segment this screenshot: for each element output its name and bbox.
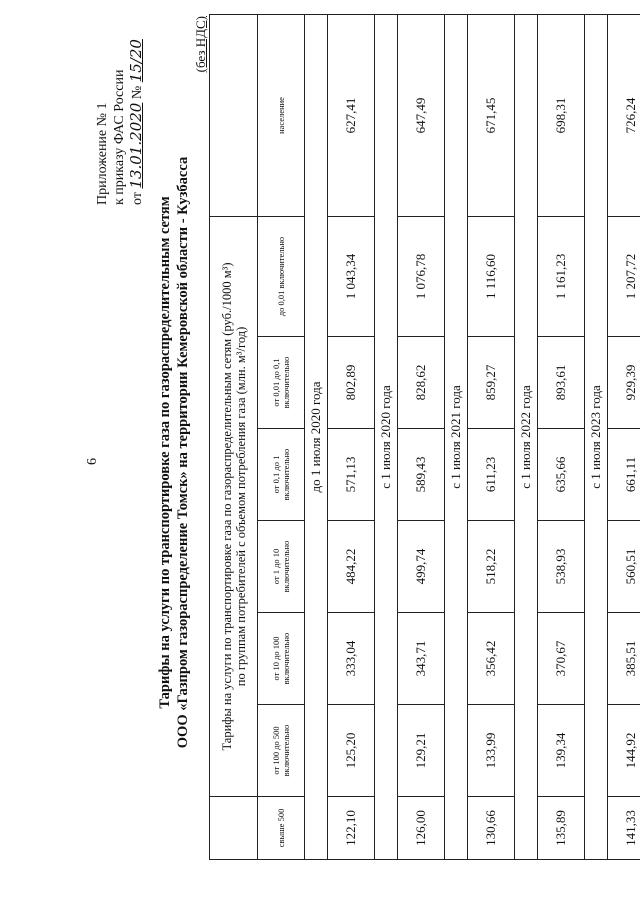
vat-note: (без НДС) (193, 16, 208, 73)
tariff-value-cell: 828,62 (398, 337, 445, 429)
page-number: 6 (85, 458, 100, 465)
tariff-value-cell: 929,39 (608, 337, 640, 429)
period-label: с 1 июля 2022 года (515, 14, 538, 859)
tariff-value-cell: 122,10 (328, 797, 375, 860)
tariff-value-cell: 698,31 (538, 14, 585, 216)
tariff-values-row (398, 14, 445, 859)
tariff-value-cell: 1 076,78 (398, 216, 445, 336)
appendix-number-sign: № (130, 85, 145, 100)
tariff-value-cell: 893,61 (538, 337, 585, 429)
header-corner-cell-right (210, 14, 258, 216)
header-main-cell (210, 216, 258, 796)
column-header: от 10 до 100 включительно (258, 613, 305, 705)
document-title-line-1: Тарифы на услуги по транспортировке газа по газораспределительным сетям (157, 196, 173, 709)
tariff-values-row (328, 14, 375, 859)
tariff-values-row (608, 14, 640, 859)
period-label: с 1 июля 2023 года (585, 14, 608, 859)
handwritten-date: 13.01.2020 (127, 102, 145, 189)
header-corner-cell (210, 797, 258, 860)
column-header: от 0,01 до 0,1 включительно (258, 337, 305, 429)
handwritten-number: 15/20 (127, 39, 145, 83)
period-row (515, 14, 538, 859)
tariff-value-cell: 647,49 (398, 14, 445, 216)
tariff-value-cell: 125,20 (328, 705, 375, 797)
period-label: с 1 июля 2021 года (445, 14, 468, 859)
header-sub-text: по группам потребителей с объемом потребления газа (млн. м³/год) (233, 326, 248, 687)
tariff-value-cell: 560,51 (608, 521, 640, 613)
tariff-value-cell: 139,34 (538, 705, 585, 797)
tariff-value-cell: 635,66 (538, 429, 585, 521)
column-header: свыше 500 (258, 797, 305, 860)
appendix-line-3 (128, 0, 146, 205)
tariff-value-cell: 385,51 (608, 613, 640, 705)
period-row (375, 14, 398, 859)
tariff-value-cell: 370,67 (538, 613, 585, 705)
header-row-main (210, 14, 258, 859)
column-header: до 0,01 включительно (258, 216, 305, 336)
tariff-value-cell: 726,24 (608, 14, 640, 216)
appendix-line-1: Приложение № 1 (95, 102, 110, 205)
tariff-value-cell: 126,00 (398, 797, 445, 860)
tariff-value-cell: 802,89 (328, 337, 375, 429)
tariff-table (209, 14, 640, 860)
tariff-value-cell: 589,43 (398, 429, 445, 521)
column-header: от 0,1 до 1 включительно (258, 429, 305, 521)
tariff-value-cell: 1 161,23 (538, 216, 585, 336)
tariff-value-cell: 859,27 (468, 337, 515, 429)
column-header-row (258, 14, 305, 859)
tariff-value-cell: 129,21 (398, 705, 445, 797)
tariff-value-cell: 356,42 (468, 613, 515, 705)
tariff-value-cell: 1 116,60 (468, 216, 515, 336)
period-label: до 1 июля 2020 года (305, 14, 328, 859)
appendix-line-2: к приказу ФАС России (112, 69, 127, 205)
tariff-value-cell: 130,66 (468, 797, 515, 860)
column-header: население (258, 14, 305, 216)
tariff-value-cell: 1 207,72 (608, 216, 640, 336)
tariff-values-row (468, 14, 515, 859)
tariff-value-cell: 141,33 (608, 797, 640, 860)
tariff-value-cell: 499,74 (398, 521, 445, 613)
tariff-values-row (538, 14, 585, 859)
tariff-value-cell: 144,92 (608, 705, 640, 797)
tariff-value-cell: 611,23 (468, 429, 515, 521)
column-header: от 100 до 500 включительно (258, 705, 305, 797)
appendix-block (94, 0, 146, 205)
period-label: с 1 июля 2020 года (375, 14, 398, 859)
document-title-line-2: ООО «Газпром газораспределение Томск» на территории Кемеровской области - Кузбасса (175, 156, 191, 749)
tariff-value-cell: 571,13 (328, 429, 375, 521)
period-row (305, 14, 328, 859)
tariff-value-cell: 538,93 (538, 521, 585, 613)
column-header: от 1 до 10 включительно (258, 521, 305, 613)
tariff-value-cell: 671,45 (468, 14, 515, 216)
tariff-value-cell: 484,22 (328, 521, 375, 613)
header-main-text: Тарифы на услуги по транспортировке газа по газораспределительным сетям (руб./1000 м³) (219, 262, 234, 751)
tariff-value-cell: 343,71 (398, 613, 445, 705)
tariff-value-cell: 133,99 (468, 705, 515, 797)
period-row (585, 14, 608, 859)
period-row (445, 14, 468, 859)
tariff-value-cell: 333,04 (328, 613, 375, 705)
tariff-value-cell: 135,89 (538, 797, 585, 860)
tariff-value-cell: 1 043,34 (328, 216, 375, 336)
appendix-date-prefix: от (130, 192, 145, 205)
tariff-value-cell: 661,11 (608, 429, 640, 521)
tariff-value-cell: 518,22 (468, 521, 515, 613)
tariff-value-cell: 627,41 (328, 14, 375, 216)
